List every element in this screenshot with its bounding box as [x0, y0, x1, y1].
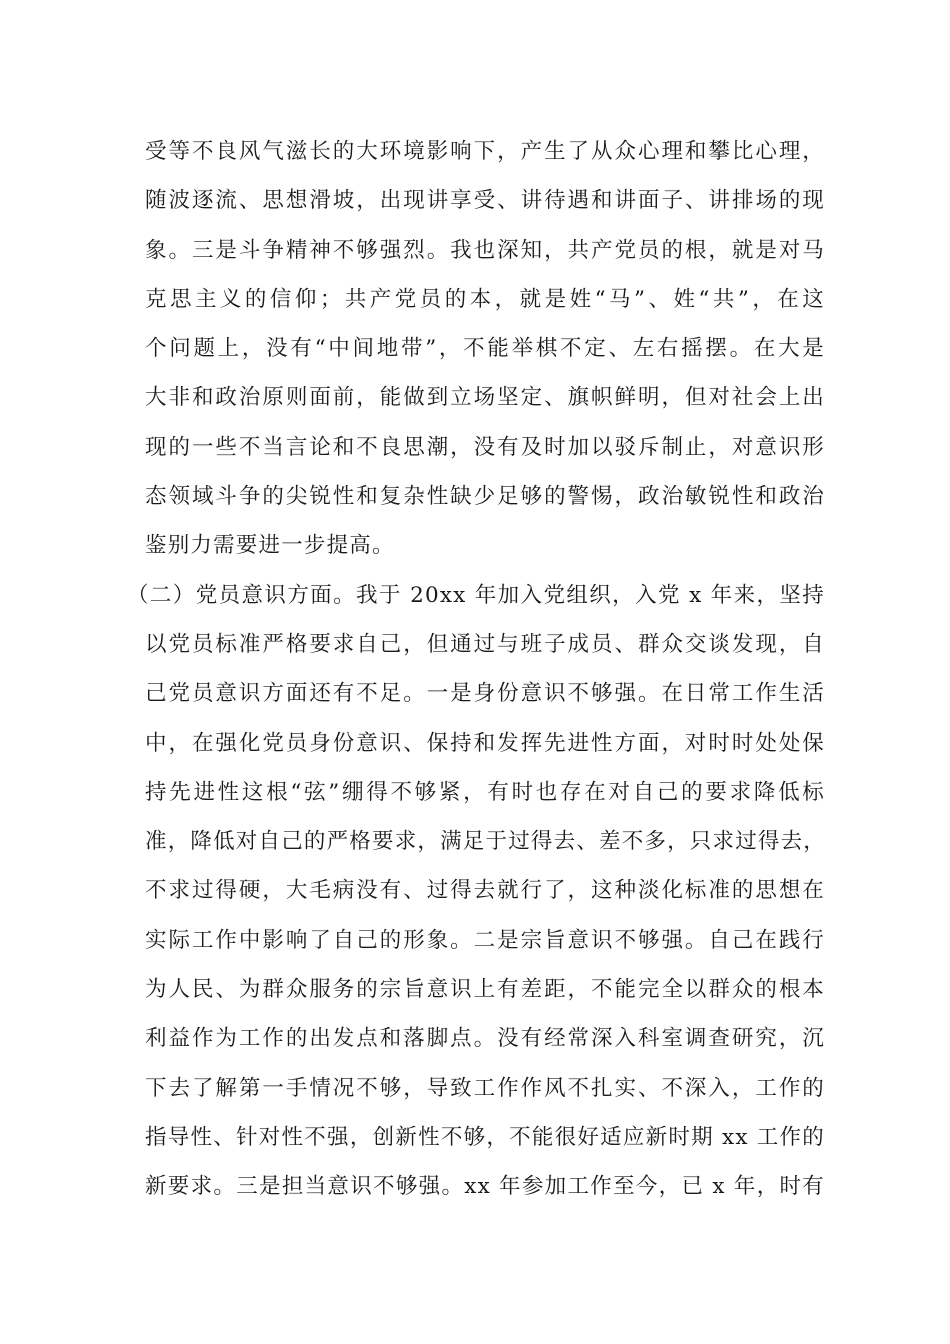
text-line: 为人民、为群众服务的宗旨意识上有差距，不能完全以群众的根本 [145, 977, 825, 1003]
text-line: 准，降低对自己的严格要求，满足于过得去、差不多，只求过得去， [145, 829, 827, 855]
text-line: 下去了解第一手情况不够，导致工作作风不扎实、不深入，工作的 [145, 1075, 825, 1101]
text-line: 受等不良风气滋长的大环境影响下，产生了从众心理和攀比心理， [145, 139, 825, 164]
text-line: 大非和政治原则面前，能做到立场坚定、旗帜鲜明，但对社会上出 [145, 385, 825, 411]
text-line: 不求过得硬，大毛病没有、过得去就行了，这种淡化标准的思想在 [145, 878, 825, 904]
text-line: 中，在强化党员身份意识、保持和发挥先进性方面，对时时处处保 [145, 730, 825, 756]
text-line: 利益作为工作的出发点和落脚点。没有经常深入科室调查研究，沉 [145, 1026, 825, 1052]
text-line: 个问题上，没有“中间地带”，不能举棋不定、左右摇摆。在大是 [145, 336, 825, 362]
body-text [127, 134, 827, 1219]
text-line: 持先进性这根“弦”绷得不够紧，有时也存在对自己的要求降低标 [145, 779, 825, 805]
text-line: 鉴别力需要进一步提高。 [145, 533, 395, 559]
text-line: 随波逐流、思想滑坡，出现讲享受、讲待遇和讲面子、讲排场的现 [145, 188, 825, 214]
text-line: 实际工作中影响了自己的形象。二是宗旨意识不够强。自己在践行 [145, 927, 825, 953]
text-line: 以党员标准严格要求自己，但通过与班子成员、群众交谈发现，自 [145, 631, 825, 657]
section-heading-line: （二）党员意识方面。我于 20xx 年加入党组织，入党 x 年来，坚持 [127, 582, 825, 608]
text-line: 象。三是斗争精神不够强烈。我也深知，共产党员的根，就是对马 [145, 237, 825, 263]
text-line: 态领域斗争的尖锐性和复杂性缺少足够的警惕，政治敏锐性和政治 [145, 484, 825, 510]
text-line: 现的一些不当言论和不良思潮，没有及时加以驳斥制止，对意识形 [145, 434, 825, 460]
text-line: 克思主义的信仰；共产党员的本，就是姓“马”、姓“共”，在这 [145, 286, 825, 312]
text-line: 己党员意识方面还有不足。一是身份意识不够强。在日常工作生活 [145, 681, 825, 707]
text-line: 指导性、针对性不强，创新性不够，不能很好适应新时期 xx 工作的 [145, 1124, 825, 1150]
text-line: 新要求。三是担当意识不够强。xx 年参加工作至今，已 x 年，时有 [145, 1174, 825, 1200]
